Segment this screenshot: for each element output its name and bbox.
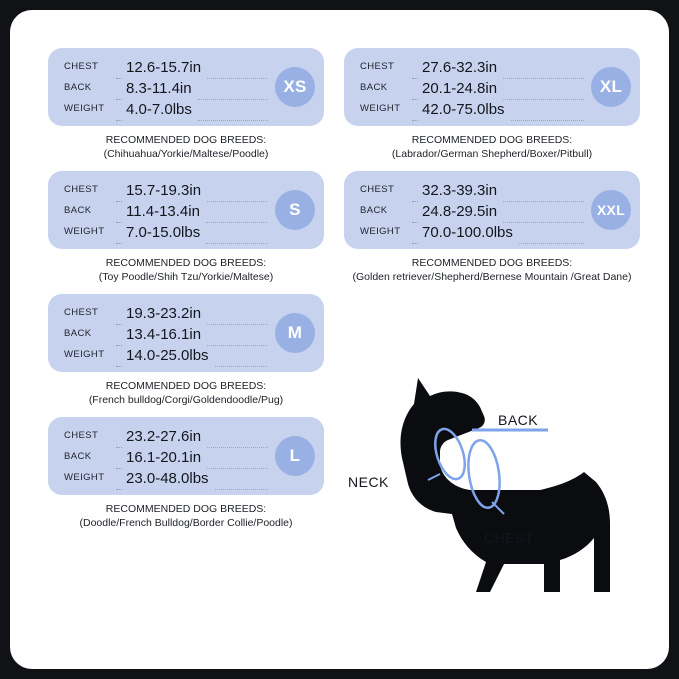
measurement-rows bbox=[64, 181, 268, 244]
dot-leader bbox=[116, 187, 122, 202]
dot-leader-fill bbox=[198, 106, 268, 121]
back-label: BACK bbox=[360, 205, 388, 216]
dot-leader bbox=[116, 454, 122, 469]
breeds-list: (Golden retriever/Shepherd/Bernese Mountain /Great Dane) bbox=[352, 271, 632, 283]
dot-leader bbox=[116, 310, 122, 325]
chest-value: 19.3-23.2in bbox=[126, 305, 202, 322]
size-badge-s: S bbox=[275, 190, 315, 230]
weight-label: WEIGHT bbox=[64, 472, 105, 483]
dot-leader bbox=[412, 64, 418, 79]
dot-leader bbox=[116, 331, 122, 346]
dot-leader-fill bbox=[207, 433, 268, 448]
dot-leader bbox=[116, 475, 122, 490]
weight-value: 14.0-25.0lbs bbox=[126, 347, 209, 364]
back-value: 11.4-13.4in bbox=[126, 203, 200, 220]
recommended-breeds-xxl bbox=[344, 256, 640, 284]
weight-value: 70.0-100.0lbs bbox=[422, 224, 513, 241]
measurement-row-weight bbox=[64, 223, 268, 244]
back-value: 20.1-24.8in bbox=[422, 80, 498, 97]
dot-leader-fill bbox=[503, 208, 584, 223]
dot-leader bbox=[116, 64, 122, 79]
recommended-breeds-xl bbox=[344, 133, 640, 161]
chest-label: CHEST bbox=[360, 184, 395, 195]
weight-label: WEIGHT bbox=[360, 226, 401, 237]
weight-value: 23.0-48.0lbs bbox=[126, 470, 209, 487]
weight-value: 4.0-7.0lbs bbox=[126, 101, 192, 118]
dot-leader-fill bbox=[511, 106, 584, 121]
measurement-row-back bbox=[64, 79, 268, 100]
measurement-panel bbox=[48, 48, 324, 126]
weight-label: WEIGHT bbox=[64, 226, 105, 237]
dot-leader bbox=[116, 106, 122, 121]
measurement-row-back bbox=[64, 202, 268, 223]
dot-leader-fill bbox=[503, 85, 584, 100]
measurement-row-chest bbox=[64, 58, 268, 79]
measurement-row-back bbox=[360, 79, 584, 100]
measurement-panel bbox=[344, 48, 640, 126]
weight-label: WEIGHT bbox=[360, 103, 401, 114]
chest-diagram-label: CHEST bbox=[484, 530, 534, 546]
measurement-panel bbox=[48, 171, 324, 249]
measurement-row-back bbox=[360, 202, 584, 223]
dot-leader bbox=[116, 433, 122, 448]
measurement-row-weight bbox=[64, 346, 268, 367]
breeds-heading: RECOMMENDED DOG BREEDS: bbox=[411, 257, 573, 269]
chest-label: CHEST bbox=[64, 61, 99, 72]
breeds-list: (Toy Poodle/Shih Tzu/Yorkie/Maltese) bbox=[98, 271, 274, 283]
size-block-l bbox=[48, 417, 324, 530]
measurement-row-weight bbox=[360, 100, 584, 121]
back-label: BACK bbox=[64, 328, 92, 339]
dot-leader bbox=[116, 229, 122, 244]
size-chart-card bbox=[10, 10, 669, 669]
chest-value: 27.6-32.3in bbox=[422, 59, 498, 76]
recommended-breeds-s bbox=[48, 256, 324, 284]
size-block-xl bbox=[344, 48, 640, 161]
measurement-rows bbox=[64, 427, 268, 490]
size-badge-xxl: XXL bbox=[591, 190, 631, 230]
measurement-rows bbox=[360, 181, 584, 244]
chest-label: CHEST bbox=[64, 307, 99, 318]
recommended-breeds-m bbox=[48, 379, 324, 407]
size-badge-m: M bbox=[275, 313, 315, 353]
size-badge-xl: XL bbox=[591, 67, 631, 107]
breeds-list: (French bulldog/Corgi/Goldendoodle/Pug) bbox=[88, 394, 284, 406]
measurement-row-weight bbox=[64, 469, 268, 490]
recommended-breeds-l bbox=[48, 502, 324, 530]
back-diagram-label: BACK bbox=[498, 412, 539, 428]
dot-leader-fill bbox=[207, 454, 268, 469]
recommended-breeds-xs bbox=[48, 133, 324, 161]
back-label: BACK bbox=[64, 205, 92, 216]
measurement-panel bbox=[48, 417, 324, 495]
dot-leader bbox=[116, 85, 122, 100]
size-block-m bbox=[48, 294, 324, 407]
measurement-row-chest bbox=[360, 58, 584, 79]
measurement-panel bbox=[344, 171, 640, 249]
neck-diagram-label: NECK bbox=[348, 474, 389, 490]
weight-value: 42.0-75.0lbs bbox=[422, 101, 505, 118]
dot-leader bbox=[412, 229, 418, 244]
dot-leader-fill bbox=[503, 64, 584, 79]
chest-label: CHEST bbox=[64, 184, 99, 195]
back-label: BACK bbox=[360, 82, 388, 93]
size-badge-xs: XS bbox=[275, 67, 315, 107]
measurement-panel bbox=[48, 294, 324, 372]
weight-value: 7.0-15.0lbs bbox=[126, 224, 201, 241]
dot-leader-fill bbox=[519, 229, 584, 244]
size-badge-l: L bbox=[275, 436, 315, 476]
dot-leader bbox=[412, 208, 418, 223]
chest-value: 15.7-19.3in bbox=[126, 182, 202, 199]
dot-leader bbox=[116, 208, 122, 223]
measurement-rows bbox=[360, 58, 584, 121]
breeds-heading: RECOMMENDED DOG BREEDS: bbox=[105, 134, 267, 146]
weight-label: WEIGHT bbox=[64, 103, 105, 114]
back-value: 16.1-20.1in bbox=[126, 449, 202, 466]
dot-leader-fill bbox=[503, 187, 584, 202]
chest-value: 23.2-27.6in bbox=[126, 428, 202, 445]
size-block-xxl bbox=[344, 171, 640, 284]
dot-leader-fill bbox=[206, 208, 268, 223]
measurement-row-back bbox=[64, 325, 268, 346]
dot-leader-fill bbox=[215, 352, 268, 367]
chest-value: 12.6-15.7in bbox=[126, 59, 202, 76]
size-column-right bbox=[344, 48, 640, 294]
breeds-heading: RECOMMENDED DOG BREEDS: bbox=[411, 134, 573, 146]
back-value: 8.3-11.4in bbox=[126, 80, 192, 97]
dot-leader-fill bbox=[198, 85, 268, 100]
dot-leader-fill bbox=[207, 187, 268, 202]
back-value: 24.8-29.5in bbox=[422, 203, 498, 220]
weight-label: WEIGHT bbox=[64, 349, 105, 360]
dog-silhouette-icon bbox=[344, 362, 644, 624]
measurement-row-chest bbox=[64, 427, 268, 448]
measurement-row-weight bbox=[64, 100, 268, 121]
breeds-list: (Labrador/German Shepherd/Boxer/Pitbull) bbox=[391, 148, 593, 160]
dot-leader bbox=[412, 106, 418, 121]
back-value: 13.4-16.1in bbox=[126, 326, 202, 343]
back-label: BACK bbox=[64, 451, 92, 462]
measurement-row-back bbox=[64, 448, 268, 469]
breeds-list: (Doodle/French Bulldog/Border Collie/Poodle) bbox=[79, 517, 293, 529]
breeds-heading: RECOMMENDED DOG BREEDS: bbox=[105, 380, 267, 392]
measurement-row-weight bbox=[360, 223, 584, 244]
measurement-row-chest bbox=[64, 304, 268, 325]
breeds-list: (Chihuahua/Yorkie/Maltese/Poodle) bbox=[103, 148, 269, 160]
dot-leader bbox=[116, 352, 122, 367]
measurement-row-chest bbox=[360, 181, 584, 202]
dot-leader-fill bbox=[207, 331, 268, 346]
size-block-s bbox=[48, 171, 324, 284]
dot-leader-fill bbox=[206, 229, 268, 244]
size-column-left bbox=[48, 48, 324, 540]
size-block-xs bbox=[48, 48, 324, 161]
dog-measurement-diagram bbox=[344, 362, 644, 624]
chest-label: CHEST bbox=[64, 430, 99, 441]
dot-leader-fill bbox=[207, 64, 268, 79]
breeds-heading: RECOMMENDED DOG BREEDS: bbox=[105, 257, 267, 269]
chest-value: 32.3-39.3in bbox=[422, 182, 498, 199]
dot-leader-fill bbox=[207, 310, 268, 325]
dot-leader bbox=[412, 85, 418, 100]
dot-leader bbox=[412, 187, 418, 202]
measurement-row-chest bbox=[64, 181, 268, 202]
measurement-rows bbox=[64, 58, 268, 121]
chest-label: CHEST bbox=[360, 61, 395, 72]
dot-leader-fill bbox=[215, 475, 268, 490]
back-label: BACK bbox=[64, 82, 92, 93]
breeds-heading: RECOMMENDED DOG BREEDS: bbox=[105, 503, 267, 515]
measurement-rows bbox=[64, 304, 268, 367]
